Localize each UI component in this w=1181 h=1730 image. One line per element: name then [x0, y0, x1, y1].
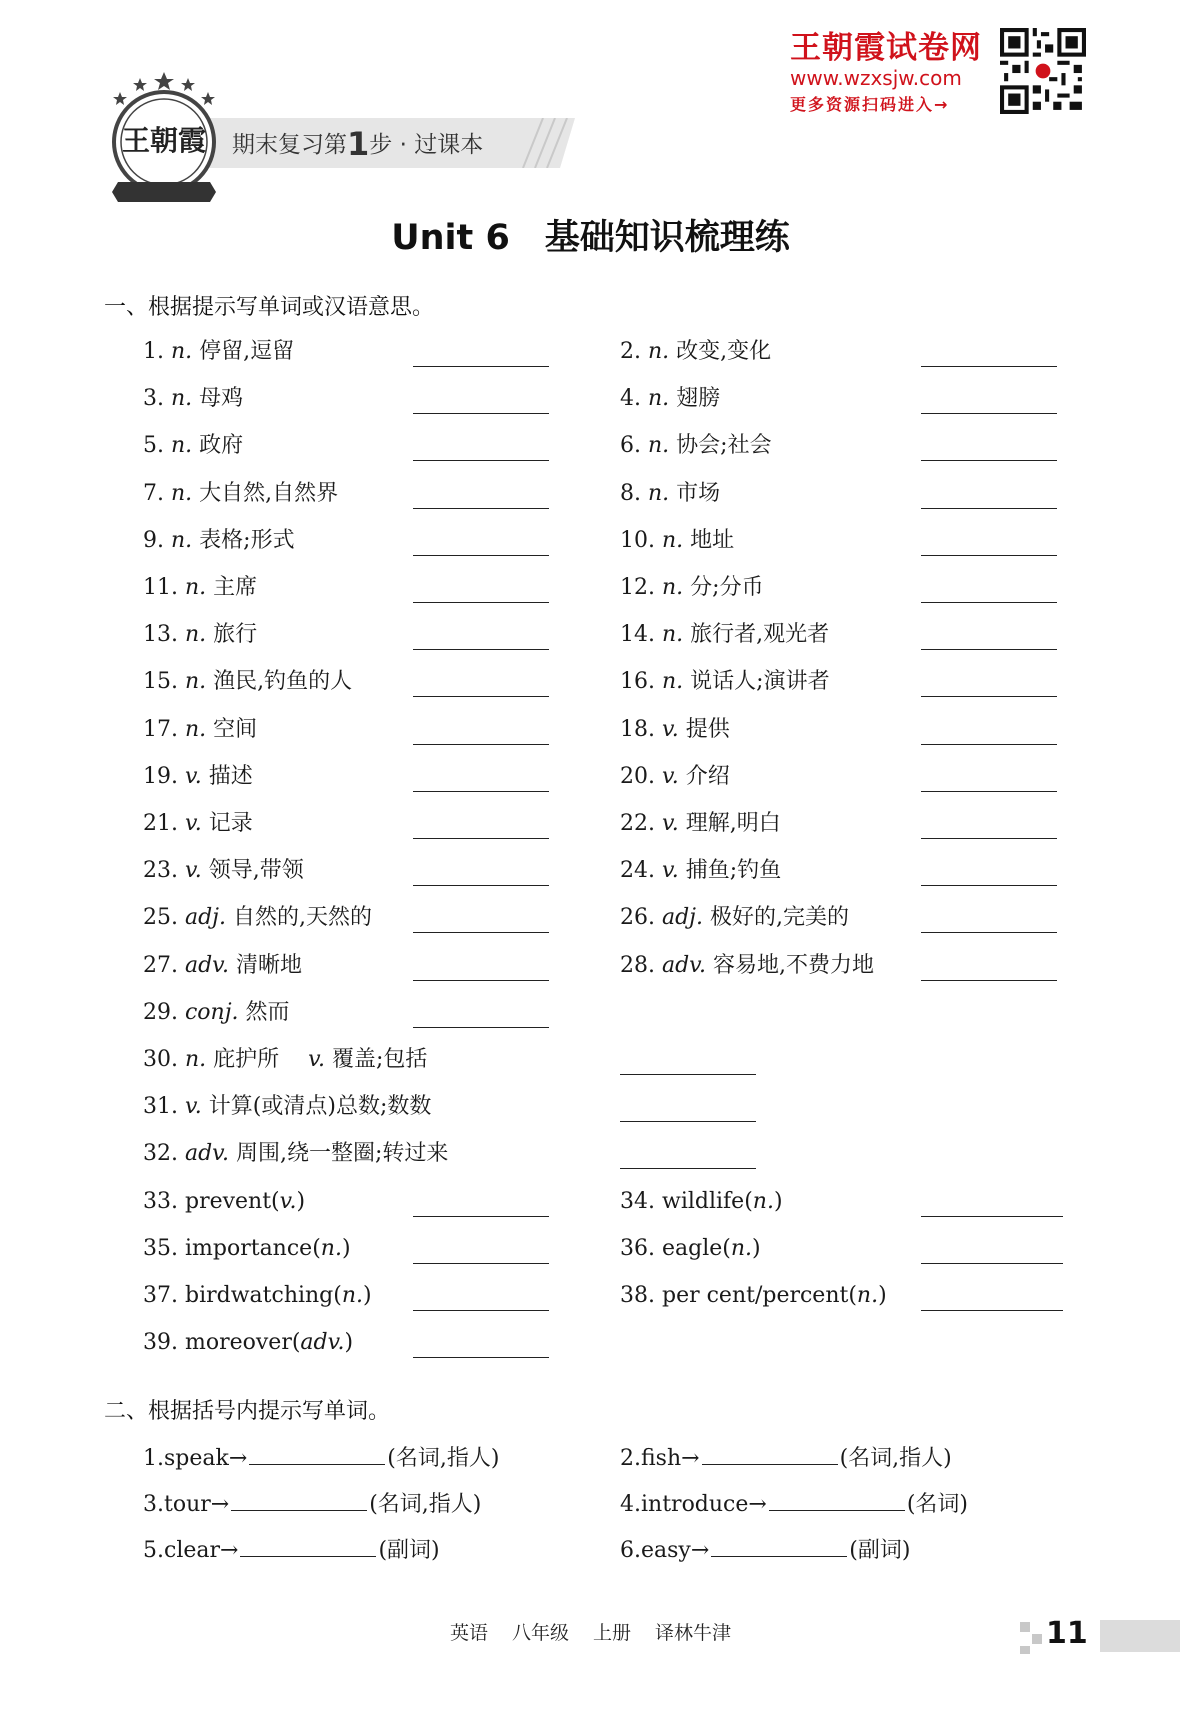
- question-item: [143, 1045, 427, 1075]
- item-text: fish→: [641, 1446, 700, 1471]
- question-item: [143, 998, 290, 1028]
- question-item: [143, 431, 243, 461]
- part-of-speech: n.: [170, 339, 193, 364]
- question-item: [143, 479, 338, 509]
- part-of-speech: n.: [184, 622, 207, 648]
- item-text: 分;分币: [690, 575, 764, 600]
- part-of-speech: n.: [170, 527, 193, 553]
- answer-blank[interactable]: [413, 980, 549, 981]
- question-item: [143, 715, 257, 745]
- question-item: [143, 762, 253, 792]
- item-text: 提供: [685, 716, 730, 742]
- item-text: 22.: [620, 811, 662, 836]
- answer-blank[interactable]: [620, 1168, 756, 1169]
- part-of-speech: conj.: [184, 999, 239, 1025]
- question-item: [143, 1139, 448, 1169]
- answer-blank[interactable]: [413, 555, 549, 556]
- item-text: 21.: [143, 811, 185, 836]
- item-text: 26.: [620, 905, 662, 931]
- footer-decoration: [1032, 1634, 1042, 1644]
- part-of-speech: v.: [184, 1094, 202, 1120]
- answer-blank[interactable]: [413, 838, 549, 839]
- answer-blank[interactable]: [921, 649, 1057, 650]
- item-text: 34.: [620, 1188, 662, 1214]
- part-of-speech: v.: [279, 1188, 297, 1214]
- answer-blank[interactable]: [413, 508, 549, 509]
- part-of-speech: n.: [170, 386, 193, 412]
- answer-blank[interactable]: [413, 1027, 549, 1028]
- item-text: 捕鱼;钓鱼: [685, 858, 782, 884]
- question-item: [143, 1328, 353, 1358]
- item-text: 12.: [620, 575, 662, 600]
- part-of-speech: adj.: [184, 905, 226, 931]
- answer-blank[interactable]: [921, 413, 1057, 414]
- item-text: introduce→: [641, 1492, 767, 1517]
- part-of-speech: v.: [661, 811, 679, 836]
- item-text: 5.: [143, 1538, 164, 1563]
- part-of-speech: n.: [856, 1283, 879, 1308]
- item-text: 翅膀: [676, 386, 721, 412]
- item-text: (副词): [378, 1538, 440, 1563]
- item-text: 然而: [245, 999, 290, 1025]
- item-text: 容易地,不费力地: [713, 952, 874, 978]
- item-text: 39.: [143, 1330, 185, 1356]
- question-item: [620, 715, 730, 745]
- item-text: 5.: [143, 433, 171, 459]
- page-number-bar: [1100, 1620, 1180, 1652]
- answer-blank[interactable]: [921, 460, 1057, 461]
- answer-blank[interactable]: [413, 696, 549, 697]
- part-of-speech: adv.: [184, 952, 229, 978]
- item-text: wildlife(: [661, 1188, 753, 1214]
- question-item: [620, 573, 764, 603]
- question-item: [143, 573, 257, 603]
- question-item: [143, 667, 352, 697]
- item-text: ): [363, 1283, 372, 1308]
- answer-blank[interactable]: [413, 602, 549, 603]
- answer-blank[interactable]: [413, 1357, 549, 1358]
- item-text: 19.: [143, 763, 185, 789]
- item-text: 36.: [620, 1235, 662, 1261]
- part-of-speech: n.: [661, 527, 684, 553]
- answer-blank[interactable]: [620, 1121, 756, 1122]
- item-text: 25.: [143, 905, 185, 931]
- question-item: [143, 903, 372, 933]
- question-item: [620, 1534, 910, 1566]
- item-text: 极好的,完美的: [710, 905, 849, 931]
- item-text: clear→: [164, 1538, 239, 1563]
- part-of-speech: v.: [184, 763, 202, 789]
- question-item: [143, 809, 253, 839]
- footer-decoration: [1020, 1622, 1030, 1632]
- answer-blank[interactable]: [769, 1488, 905, 1511]
- item-text: 改变,变化: [676, 339, 772, 364]
- item-text: 协会;社会: [676, 433, 772, 459]
- part-of-speech: v.: [661, 716, 679, 742]
- item-text: moreover(: [184, 1330, 301, 1356]
- item-text: 30.: [143, 1047, 185, 1072]
- item-text: 9.: [143, 527, 171, 553]
- part-of-speech: n.: [170, 480, 193, 506]
- part-of-speech: n.: [647, 339, 670, 364]
- question-item: [143, 1187, 305, 1217]
- question-item: [143, 1234, 351, 1264]
- svg-text:王朝霞: 王朝霞: [121, 124, 207, 157]
- question-item: [143, 337, 294, 367]
- item-text: 10.: [620, 527, 662, 553]
- item-text: ): [752, 1235, 761, 1261]
- item-text: 母鸡: [199, 386, 244, 412]
- part-of-speech: v.: [661, 858, 679, 884]
- answer-blank[interactable]: [413, 791, 549, 792]
- question-item: [620, 620, 829, 650]
- part-of-speech: n.: [184, 1047, 207, 1072]
- footer-decoration: [1020, 1646, 1030, 1654]
- answer-blank[interactable]: [249, 1442, 385, 1465]
- part-of-speech: n.: [730, 1235, 753, 1261]
- item-text: 8.: [620, 480, 648, 506]
- item-text: 16.: [620, 669, 662, 695]
- item-text: 旅行: [213, 622, 258, 648]
- item-text: 记录: [208, 811, 253, 836]
- answer-blank[interactable]: [921, 508, 1057, 509]
- answer-blank[interactable]: [921, 838, 1057, 839]
- item-text: 1.: [143, 1446, 164, 1471]
- item-text: 32.: [143, 1141, 185, 1167]
- item-text: 描述: [208, 763, 253, 789]
- question-item: [620, 384, 720, 414]
- item-text: 理解,明白: [685, 811, 781, 836]
- item-text: (名词): [906, 1492, 969, 1517]
- brand-url[interactable]: www.wzxsjw.com: [790, 66, 962, 90]
- item-text: 31.: [143, 1094, 185, 1120]
- item-text: 主席: [213, 575, 258, 600]
- item-text: (名词,指人): [839, 1446, 952, 1471]
- answer-blank[interactable]: [921, 791, 1057, 792]
- item-text: ): [344, 1330, 354, 1356]
- qr-code-icon[interactable]: [1000, 28, 1086, 114]
- question-item: [620, 1187, 783, 1217]
- question-item: [620, 1281, 887, 1311]
- item-text: 29.: [143, 999, 185, 1025]
- answer-blank[interactable]: [921, 1310, 1063, 1311]
- item-text: easy→: [641, 1538, 710, 1563]
- answer-blank[interactable]: [921, 1216, 1063, 1217]
- item-text: 介绍: [685, 763, 730, 789]
- answer-blank[interactable]: [620, 1074, 756, 1075]
- brand-logo: [104, 70, 224, 208]
- question-item: [620, 667, 830, 697]
- item-text: 2.: [620, 1446, 641, 1471]
- answer-blank[interactable]: [921, 885, 1057, 886]
- section-2-heading: 二、根据括号内提示写单词。: [104, 1399, 391, 1424]
- part-of-speech: v.: [184, 811, 202, 836]
- item-text: 渔民,钓鱼的人: [213, 669, 353, 695]
- item-text: per cent/percent(: [661, 1283, 857, 1308]
- item-text: (名词,指人): [369, 1492, 482, 1517]
- item-text: 清晰地: [236, 952, 303, 978]
- answer-blank[interactable]: [702, 1442, 838, 1465]
- answer-blank[interactable]: [413, 1216, 549, 1217]
- item-text: 自然的,天然的: [233, 905, 372, 931]
- page-number: 11: [1046, 1616, 1088, 1651]
- item-text: importance(: [184, 1235, 321, 1261]
- question-item: [620, 903, 849, 933]
- item-text: 7.: [143, 480, 171, 506]
- answer-blank[interactable]: [921, 366, 1057, 367]
- item-text: 庇护所: [213, 1047, 280, 1072]
- part-of-speech: adv.: [300, 1330, 345, 1356]
- part-of-speech: n.: [341, 1283, 364, 1308]
- answer-blank[interactable]: [413, 744, 549, 745]
- item-text: 旅行者,观光者: [690, 622, 830, 648]
- part-of-speech: n.: [647, 480, 670, 506]
- item-text: 说话人;演讲者: [690, 669, 830, 695]
- question-item: [620, 431, 772, 461]
- item-text: 23.: [143, 858, 185, 884]
- part-of-speech: n.: [647, 433, 670, 459]
- item-text: tour→: [164, 1492, 230, 1517]
- question-item: [143, 384, 243, 414]
- brand-tip: 更多资源扫码进入→: [790, 95, 950, 114]
- item-text: 领导,带领: [208, 858, 304, 884]
- item-text: 1.: [143, 339, 171, 364]
- item-text: 28.: [620, 952, 662, 978]
- part-of-speech: n.: [647, 386, 670, 412]
- item-text: ): [773, 1188, 783, 1214]
- part-of-speech: n.: [320, 1235, 342, 1261]
- item-text: ): [341, 1235, 351, 1261]
- answer-blank[interactable]: [711, 1534, 847, 1557]
- page-title: Unit 6 基础知识梳理练: [391, 218, 790, 258]
- question-item: [620, 1234, 761, 1264]
- item-text: 2.: [620, 339, 648, 364]
- part-of-speech: n.: [661, 669, 684, 695]
- item-text: 37.: [143, 1283, 185, 1308]
- part-of-speech: adv.: [661, 952, 706, 978]
- question-item: [143, 1442, 499, 1474]
- question-item: [620, 762, 730, 792]
- question-item: [143, 1092, 431, 1122]
- question-item: [143, 951, 302, 981]
- part-of-speech: v.: [308, 1047, 325, 1072]
- item-text: speak→: [164, 1446, 248, 1471]
- item-text: 20.: [620, 763, 662, 789]
- item-text: 13.: [143, 622, 185, 648]
- part-of-speech: adj.: [661, 905, 703, 931]
- part-of-speech: n.: [661, 622, 684, 648]
- answer-blank[interactable]: [413, 1263, 549, 1264]
- item-text: 大自然,自然界: [199, 480, 339, 506]
- question-item: [620, 1442, 952, 1474]
- item-text: 3.: [143, 386, 171, 412]
- question-item: [143, 620, 257, 650]
- question-item: [620, 479, 720, 509]
- item-text: 停留,逗留: [199, 339, 295, 364]
- answer-blank[interactable]: [921, 1263, 1063, 1264]
- part-of-speech: n.: [184, 716, 207, 742]
- answer-blank[interactable]: [413, 460, 549, 461]
- answer-blank[interactable]: [231, 1488, 367, 1511]
- question-item: [143, 1534, 440, 1566]
- item-text: 6.: [620, 1538, 641, 1563]
- question-item: [620, 337, 771, 367]
- item-text: 覆盖;包括: [331, 1047, 428, 1072]
- item-text: 周围,绕一整圈;转过来: [236, 1141, 449, 1167]
- item-text: 3.: [143, 1492, 164, 1517]
- question-item: [620, 856, 781, 886]
- item-text: 4.: [620, 1492, 641, 1517]
- item-text: 计算(或清点)总数;数数: [208, 1094, 432, 1120]
- item-text: 35.: [143, 1235, 185, 1261]
- item-text: prevent(: [184, 1188, 280, 1214]
- part-of-speech: n.: [752, 1188, 774, 1214]
- item-text: 27.: [143, 952, 185, 978]
- item-text: 11.: [143, 575, 185, 600]
- item-text: 市场: [676, 480, 721, 506]
- answer-blank[interactable]: [921, 555, 1057, 556]
- part-of-speech: n.: [184, 669, 207, 695]
- item-text: (名词,指人): [387, 1446, 500, 1471]
- item-text: 24.: [620, 858, 662, 884]
- part-of-speech: v.: [184, 858, 202, 884]
- answer-blank[interactable]: [921, 980, 1057, 981]
- question-item: [143, 1281, 372, 1311]
- item-text: 14.: [620, 622, 662, 648]
- brand-name: 王朝霞试卷网: [790, 30, 982, 66]
- item-text: 地址: [690, 527, 735, 553]
- item-text: 33.: [143, 1188, 185, 1214]
- answer-blank[interactable]: [921, 744, 1057, 745]
- item-text: 4.: [620, 386, 648, 412]
- question-item: [620, 526, 734, 556]
- item-text: 表格;形式: [199, 527, 295, 553]
- footer-book-info: 英语 八年级 上册 译林牛津: [449, 1622, 732, 1644]
- question-item: [620, 809, 781, 839]
- part-of-speech: n.: [184, 575, 207, 600]
- answer-blank[interactable]: [240, 1534, 376, 1557]
- question-item: [620, 1488, 968, 1520]
- answer-blank[interactable]: [413, 413, 549, 414]
- item-text: 空间: [213, 716, 258, 742]
- part-of-speech: v.: [661, 763, 679, 789]
- answer-blank[interactable]: [921, 932, 1057, 933]
- answer-blank[interactable]: [413, 885, 549, 886]
- section-1-heading: 一、根据提示写单词或汉语意思。: [104, 295, 435, 320]
- question-item: [143, 856, 304, 886]
- answer-blank[interactable]: [413, 649, 549, 650]
- answer-blank[interactable]: [921, 696, 1057, 697]
- part-of-speech: n.: [661, 575, 684, 600]
- item-text: 17.: [143, 716, 185, 742]
- answer-blank[interactable]: [413, 932, 549, 933]
- item-text: 38.: [620, 1283, 662, 1308]
- item-text: 18.: [620, 716, 662, 742]
- answer-blank[interactable]: [921, 602, 1057, 603]
- question-item: [143, 1488, 481, 1520]
- item-text: ): [878, 1283, 887, 1308]
- answer-blank[interactable]: [413, 1310, 549, 1311]
- item-text: (副词): [849, 1538, 911, 1563]
- question-item: [620, 951, 874, 981]
- part-of-speech: adv.: [184, 1141, 229, 1167]
- item-text: 15.: [143, 669, 185, 695]
- item-text: 政府: [199, 433, 244, 459]
- item-text: 6.: [620, 433, 648, 459]
- banner-text: 期末复习第1步 · 过课本: [232, 125, 484, 163]
- part-of-speech: n.: [170, 433, 193, 459]
- item-text: birdwatching(: [184, 1283, 342, 1308]
- question-item: [143, 526, 295, 556]
- answer-blank[interactable]: [413, 366, 549, 367]
- item-text: ): [296, 1188, 306, 1214]
- item-text: eagle(: [661, 1235, 731, 1261]
